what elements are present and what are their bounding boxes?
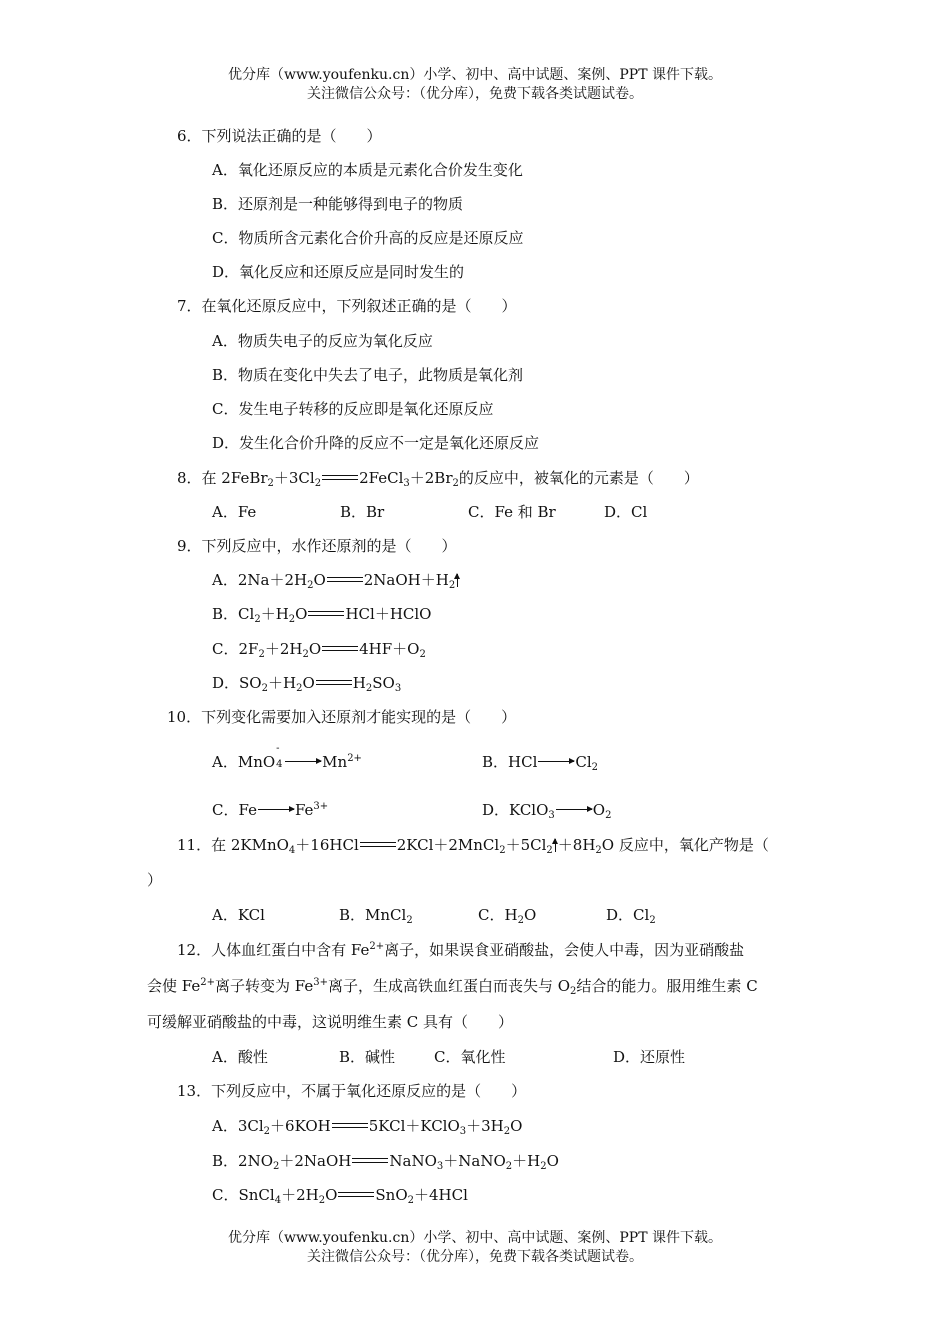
q11-text: ＋8H	[557, 836, 596, 854]
q12-options	[212, 1047, 812, 1067]
q9-text: HCl＋HClO	[345, 605, 432, 623]
subscript: 2	[591, 762, 599, 773]
q11-text: O	[523, 906, 537, 924]
superscript: 2+	[369, 941, 385, 952]
reaction-arrow-icon	[556, 809, 592, 810]
q11-text: 2KCl＋2MnCl	[396, 836, 500, 854]
q9-text: ＋2H	[264, 640, 303, 658]
subscript: 2	[419, 649, 426, 660]
q12-option-b: B．碱性	[339, 1048, 396, 1066]
q13-text: B．2NO	[212, 1152, 273, 1170]
subscript: 4	[274, 1195, 282, 1206]
subscript: 2	[406, 915, 413, 926]
q7-option-c: C．发生电子转移的反应即是氧化还原反应	[212, 400, 494, 418]
q6-option-b: B．还原剂是一种能够得到电子的物质	[212, 195, 464, 213]
q12-text: 离子，如果误食亚硝酸盐，会使人中毒，因为亚硝酸盐	[384, 941, 745, 959]
q9-text: ＋H	[267, 674, 297, 692]
q9-text: D．SO	[212, 674, 262, 692]
q12-option-a: A．酸性	[212, 1048, 268, 1066]
subscript: 2	[296, 683, 303, 694]
subscript: 3	[394, 683, 402, 694]
subscript: 2	[254, 614, 261, 625]
q10-text: B．HCl	[482, 753, 538, 771]
q9-text: 2NaOH＋H	[363, 571, 449, 589]
subscript: 2	[273, 1161, 280, 1172]
q9-option-d	[212, 673, 401, 693]
superscript: 3+	[313, 801, 329, 812]
equals-sign-icon	[332, 1123, 368, 1128]
q10-text: Fe	[294, 801, 314, 819]
q9-stem: 9．下列反应中，水作还原剂的是（ ）	[177, 537, 457, 555]
q13-text: 5KCl＋KClO	[368, 1117, 460, 1135]
q8-option-a: A．Fe	[212, 503, 257, 521]
q11-text: D．Cl	[606, 906, 650, 924]
subscript: 2	[540, 1161, 547, 1172]
superscript: 2+	[347, 753, 362, 764]
gas-up-arrow-icon	[555, 839, 556, 852]
equals-sign-icon	[360, 842, 396, 847]
q8-stem	[177, 468, 699, 488]
q11-text: 11．在 2KMnO	[177, 836, 289, 854]
q12-text: 结合的能力。服用维生素 C	[576, 977, 758, 995]
q10-text: Cl	[575, 753, 592, 771]
q9-text: O	[302, 674, 315, 692]
q8-options	[212, 502, 812, 522]
q11-option-d	[606, 905, 656, 925]
q11-stem-continued: ）	[147, 871, 163, 889]
q8-option-c: C．Fe 和 Br	[468, 503, 556, 521]
equals-sign-icon	[316, 680, 352, 685]
q8-text: ＋3Cl	[273, 469, 315, 487]
subscript: 2	[452, 478, 459, 489]
q10-text: O	[592, 801, 606, 819]
q11-text: O 反应中，氧化产物是（	[601, 836, 769, 854]
subscript: 2	[407, 1195, 414, 1206]
subscript: 3	[459, 1126, 467, 1137]
q6-option-d: D．氧化反应和还原反应是同时发生的	[212, 263, 465, 281]
q11-option-a: A．KCl	[212, 906, 265, 924]
equals-sign-icon	[308, 611, 344, 616]
subscript: 2	[258, 649, 265, 660]
q8-text: 的反应中，被氧化的元素是（ ）	[458, 469, 699, 487]
q10-option-d	[482, 800, 611, 820]
q13-stem: 13．下列反应中，不属于氧化还原反应的是（ ）	[177, 1082, 527, 1100]
q7-option-a: A．物质失电子的反应为氧化反应	[212, 332, 433, 350]
q10-stem: 10．下列变化需要加入还原剂才能实现的是（ ）	[167, 708, 517, 726]
q11-text: ＋16HCl	[295, 836, 359, 854]
q8-text: 8．在 2FeBr	[177, 469, 268, 487]
subscript: 3	[403, 478, 410, 489]
subscript: 4	[288, 845, 296, 856]
q13-text: NaNO	[389, 1152, 437, 1170]
q13-text: O	[325, 1186, 338, 1204]
q9-text: 4HF＋O	[359, 640, 420, 658]
q13-option-b	[212, 1151, 559, 1171]
q11-text: B．MnCl	[339, 906, 407, 924]
equals-sign-icon	[327, 577, 363, 582]
superscript: 2+	[200, 977, 215, 988]
reaction-arrow-icon	[285, 761, 321, 762]
q8-text: ＋2Br	[409, 469, 453, 487]
q12-text: 会使 Fe	[147, 977, 201, 995]
superscript: 3+	[313, 977, 328, 988]
q12-text: 离子转变为 Fe	[214, 977, 314, 995]
q13-text: O	[510, 1117, 523, 1135]
charge-stack: - 4	[276, 743, 283, 770]
q10-text: D．KClO	[482, 801, 549, 819]
gas-up-arrow-icon	[457, 574, 458, 587]
q10-option-c	[212, 800, 328, 820]
page-header	[0, 66, 950, 104]
q13-text: SnO	[375, 1186, 408, 1204]
q13-text: ＋NaNO	[443, 1152, 506, 1170]
header-line-2: 关注微信公众号：（优分库），免费下载各类试题试卷。	[307, 86, 643, 102]
footer-line-2: 关注微信公众号：（优分库），免费下载各类试题试卷。	[307, 1249, 643, 1265]
q9-text: A．2Na＋2H	[212, 571, 308, 589]
q9-text: O	[295, 605, 308, 623]
subscript: 2	[365, 683, 373, 694]
q9-text: H	[352, 674, 366, 692]
q13-option-c	[212, 1185, 468, 1205]
reaction-arrow-icon	[538, 761, 574, 762]
q13-text: ＋3H	[466, 1117, 504, 1135]
q13-text: ＋6KOH	[270, 1117, 331, 1135]
q9-text: SO	[372, 674, 395, 692]
subscript: 2	[503, 1126, 511, 1137]
subscript: 2	[261, 683, 268, 694]
q13-option-a	[212, 1116, 522, 1136]
q12-text: 离子，生成高铁血红蛋白而丧失与 O	[327, 977, 571, 995]
q9-option-a	[212, 570, 460, 590]
subscript: 2	[546, 845, 553, 856]
q9-text: O	[313, 571, 326, 589]
subscript: 2	[448, 580, 456, 591]
q8-option-b: B．Br	[340, 503, 385, 521]
equals-sign-icon	[322, 475, 358, 480]
subscript: 2	[595, 845, 602, 856]
subscript: 2	[314, 478, 322, 489]
subscript: 2	[263, 1126, 271, 1137]
q9-text: B．Cl	[212, 605, 255, 623]
q11-text: ＋5Cl	[505, 836, 547, 854]
header-line-1: 优分库（www.youfenku.cn）小学、初中、高中试题、案例、PPT 课件下载。	[227, 67, 722, 83]
q9-text: C．2F	[212, 640, 259, 658]
q11-option-b	[339, 905, 413, 925]
q7-option-b: B．物质在变化中失去了电子，此物质是氧化剂	[212, 366, 524, 384]
q9-text: ＋H	[260, 605, 289, 623]
subscript: 2	[318, 1195, 326, 1206]
q10-option-a	[212, 743, 362, 772]
q13-text: ＋2NaOH	[279, 1152, 352, 1170]
q13-text: ＋H	[512, 1152, 541, 1170]
q7-option-d: D．发生化合价升降的反应不一定是氧化还原反应	[212, 434, 540, 452]
q8-text: 2FeCl	[359, 469, 404, 487]
q9-option-b	[212, 604, 431, 624]
subscript: 2	[517, 915, 524, 926]
equals-sign-icon	[352, 1158, 388, 1163]
subscript: 2	[605, 810, 612, 821]
equals-sign-icon	[322, 646, 358, 651]
q13-text: O	[546, 1152, 559, 1170]
q10-text: Mn	[322, 753, 348, 771]
footer-line-1: 优分库（www.youfenku.cn）小学、初中、高中试题、案例、PPT 课件下载。	[227, 1230, 722, 1246]
subscript: 2	[302, 649, 309, 660]
q12-stem-line-2	[147, 976, 758, 996]
q12-stem-line-1	[177, 940, 744, 960]
q6-option-c: C．物质所含元素化合价升高的反应是还原反应	[212, 229, 524, 247]
equals-sign-icon	[338, 1192, 374, 1197]
subscript: 2	[267, 478, 274, 489]
subscript: 2	[649, 915, 656, 926]
q13-text: C．SnCl	[212, 1186, 275, 1204]
subscript: 3	[548, 810, 555, 821]
q12-text: 12．人体血红蛋白中含有 Fe	[177, 941, 370, 959]
subscript: 2	[570, 986, 577, 997]
q11-options	[212, 905, 812, 925]
subscript: 2	[499, 845, 506, 856]
q9-text: O	[308, 640, 322, 658]
q11-stem	[177, 835, 769, 855]
page-footer	[0, 1229, 950, 1267]
q10-option-b	[482, 752, 598, 772]
q12-option-d: D．还原性	[613, 1048, 686, 1066]
q6-option-a: A．氧化还原反应的本质是元素化合价发生变化	[212, 161, 523, 179]
q13-text: A．3Cl	[212, 1117, 264, 1135]
q12-stem-line-3: 可缓解亚硝酸盐的中毒，这说明维生素 C 具有（ ）	[147, 1013, 514, 1031]
q11-text: C．H	[478, 906, 518, 924]
q10-text: C．Fe	[212, 801, 257, 819]
subscript: 2	[307, 580, 314, 591]
reaction-arrow-icon	[258, 809, 294, 810]
q9-option-c	[212, 639, 426, 659]
q11-option-c	[478, 905, 536, 925]
q13-text: ＋2H	[281, 1186, 319, 1204]
q10-text: A．MnO	[212, 753, 276, 771]
q8-option-d: D．Cl	[604, 503, 648, 521]
subscript: 2	[288, 614, 296, 625]
q13-text: ＋4HCl	[414, 1186, 468, 1204]
subscript: 2	[505, 1161, 513, 1172]
subscript: 3	[436, 1161, 444, 1172]
q7-stem: 7．在氧化还原反应中，下列叙述正确的是（ ）	[177, 297, 517, 315]
q6-stem: 6．下列说法正确的是（ ）	[177, 127, 382, 145]
q12-option-c: C．氧化性	[434, 1048, 506, 1066]
